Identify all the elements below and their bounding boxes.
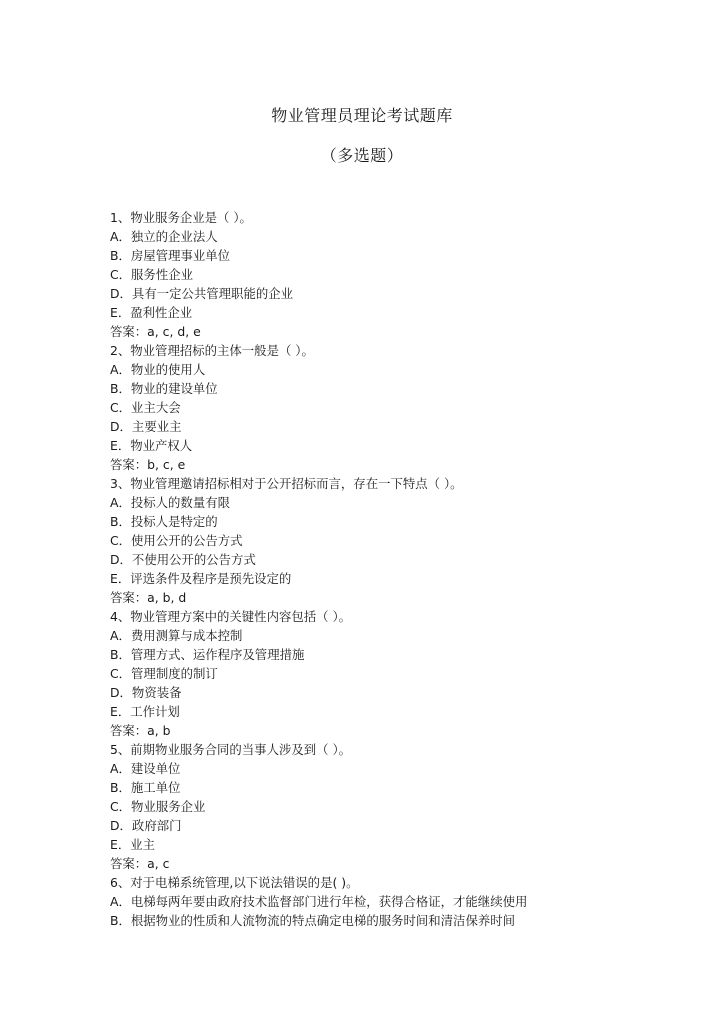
question-stem: 2、物业管理招标的主体一般是（ ）。 bbox=[110, 343, 314, 358]
question-answer: 答案：a, c, d, e bbox=[110, 324, 201, 339]
question-answer: 答案：a, b bbox=[110, 723, 171, 738]
question-option: D．物资装备 bbox=[110, 685, 182, 700]
question-answer: 答案：b, c, e bbox=[110, 457, 186, 472]
question-option: E．评选条件及程序是预先设定的 bbox=[110, 571, 292, 586]
question-stem: 1、物业服务企业是（ ）。 bbox=[110, 210, 252, 225]
question-stem: 6、对于电梯系统管理,以下说法错误的是( )。 bbox=[110, 875, 359, 890]
question-option: D．政府部门 bbox=[110, 818, 182, 833]
question-option: B．管理方式、运作程序及管理措施 bbox=[110, 647, 305, 662]
question-option: A．物业的使用人 bbox=[110, 362, 206, 377]
question-stem: 5、前期物业服务合同的当事人涉及到（ ）。 bbox=[110, 742, 352, 757]
question-list bbox=[110, 208, 710, 930]
question-option: D．具有一定公共管理职能的企业 bbox=[110, 286, 294, 301]
question-option: E．盈利性企业 bbox=[110, 305, 193, 320]
question-option: C．使用公开的公告方式 bbox=[110, 533, 243, 548]
question-option: C．物业服务企业 bbox=[110, 799, 206, 814]
question-option: B．物业的建设单位 bbox=[110, 381, 218, 396]
question-option: B．投标人是特定的 bbox=[110, 514, 218, 529]
question-option: B．房屋管理事业单位 bbox=[110, 248, 231, 263]
question-option: C．业主大会 bbox=[110, 400, 181, 415]
document-title: 物业管理员理论考试题库 bbox=[271, 106, 453, 125]
question-option: D．不使用公开的公告方式 bbox=[110, 552, 256, 567]
question-option: B．根据物业的性质和人流物流的特点确定电梯的服务时间和清洁保养时间 bbox=[110, 913, 515, 928]
question-option: A．建设单位 bbox=[110, 761, 181, 776]
question-option: C．服务性企业 bbox=[110, 267, 193, 282]
question-stem: 3、物业管理邀请招标相对于公开招标而言，存在一下特点（ ）。 bbox=[110, 476, 463, 491]
question-option: A．独立的企业法人 bbox=[110, 229, 218, 244]
question-option: B．施工单位 bbox=[110, 780, 181, 795]
question-option: A．投标人的数量有限 bbox=[110, 495, 230, 510]
question-option: E．业主 bbox=[110, 837, 156, 852]
question-stem: 4、物业管理方案中的关键性内容包括（ ）。 bbox=[110, 609, 352, 624]
question-answer: 答案：a, c bbox=[110, 856, 170, 871]
question-option: D．主要业主 bbox=[110, 419, 182, 434]
document-subtitle: （多选题） bbox=[320, 146, 404, 165]
question-option: E．物业产权人 bbox=[110, 438, 193, 453]
question-option: A．费用测算与成本控制 bbox=[110, 628, 243, 643]
question-option: C．管理制度的制订 bbox=[110, 666, 218, 681]
question-answer: 答案：a, b, d bbox=[110, 590, 187, 605]
question-option: A．电梯每两年要由政府技术监督部门进行年检，获得合格证，才能继续使用 bbox=[110, 894, 528, 909]
question-option: E．工作计划 bbox=[110, 704, 180, 719]
